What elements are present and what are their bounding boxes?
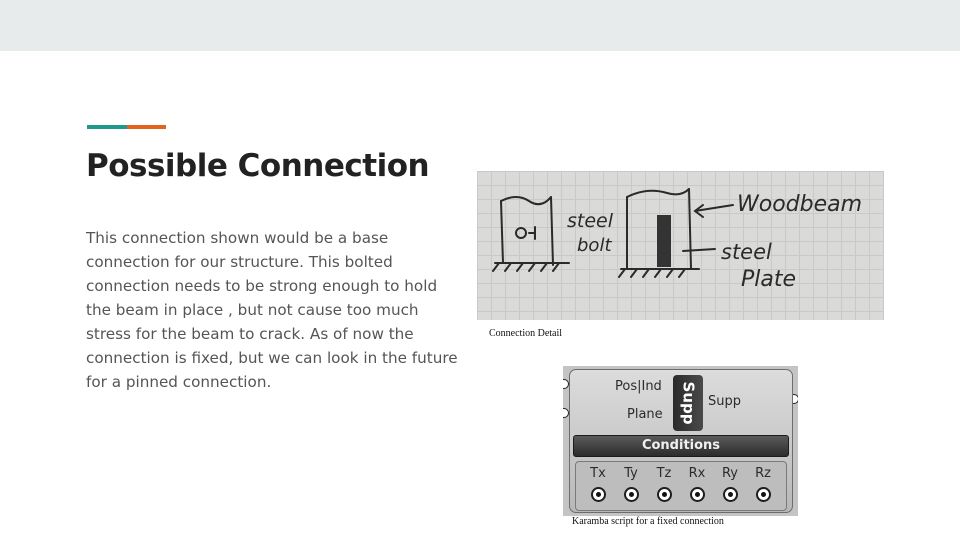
toggle-label-ry: Ry bbox=[721, 466, 738, 481]
top-bar bbox=[0, 0, 960, 51]
radio-icon bbox=[657, 487, 672, 502]
input-label-pos-ind: Pos|Ind bbox=[615, 379, 662, 394]
toggle-rz bbox=[748, 466, 778, 502]
toggle-label-rz: Rz bbox=[755, 466, 771, 481]
toggle-tz bbox=[649, 466, 679, 502]
slide-title: Possible Connection bbox=[86, 148, 430, 184]
slide-body-text: This connection shown would be a base connection for our structure. This bolted connection needs to be strong enough to hold the beam in place , but not cause too much stress for the beam to crack. As of now the connection is fixed, but we can look in the future for a pinned connection. bbox=[86, 229, 458, 391]
toggle-ry bbox=[715, 466, 745, 502]
toggle-tx bbox=[583, 466, 613, 502]
toggle-label-tz: Tz bbox=[656, 466, 672, 481]
karamba-component-image bbox=[563, 366, 798, 516]
toggle-label-rx: Rx bbox=[688, 466, 706, 481]
toggle-label-tx: Tx bbox=[590, 466, 606, 481]
toggle-ty bbox=[616, 466, 646, 502]
radio-icon bbox=[723, 487, 738, 502]
toggle-label-ty: Ty bbox=[624, 466, 638, 481]
conditions-bar: Conditions bbox=[573, 435, 789, 457]
accent-line-orange bbox=[127, 125, 166, 129]
accent-line-teal bbox=[87, 125, 127, 129]
conditions-toggles bbox=[575, 461, 787, 511]
output-label-supp: Supp bbox=[708, 394, 741, 409]
radio-icon bbox=[756, 487, 771, 502]
sketch-label-steel-plate-1: steel bbox=[721, 240, 772, 264]
sketch-label-steel-plate-2: Plate bbox=[741, 267, 797, 292]
sketch-label-wood-beam: Woodbeam bbox=[737, 192, 863, 217]
sketch-label-steel-bolt-2: bolt bbox=[577, 235, 612, 256]
sketch-label-steel-bolt-1: steel bbox=[567, 210, 614, 232]
radio-icon bbox=[624, 487, 639, 502]
input-label-plane: Plane bbox=[627, 407, 663, 422]
component-nickname bbox=[673, 375, 703, 431]
radio-icon bbox=[690, 487, 705, 502]
component-nickname-text: Supp bbox=[679, 381, 697, 425]
supp-component bbox=[569, 369, 793, 513]
karamba-caption: Karamba script for a fixed connection bbox=[572, 516, 724, 527]
radio-icon bbox=[591, 487, 606, 502]
sketch-caption: Connection Detail bbox=[489, 328, 563, 339]
toggle-rx bbox=[682, 466, 712, 502]
connection-sketch-image bbox=[477, 171, 884, 320]
